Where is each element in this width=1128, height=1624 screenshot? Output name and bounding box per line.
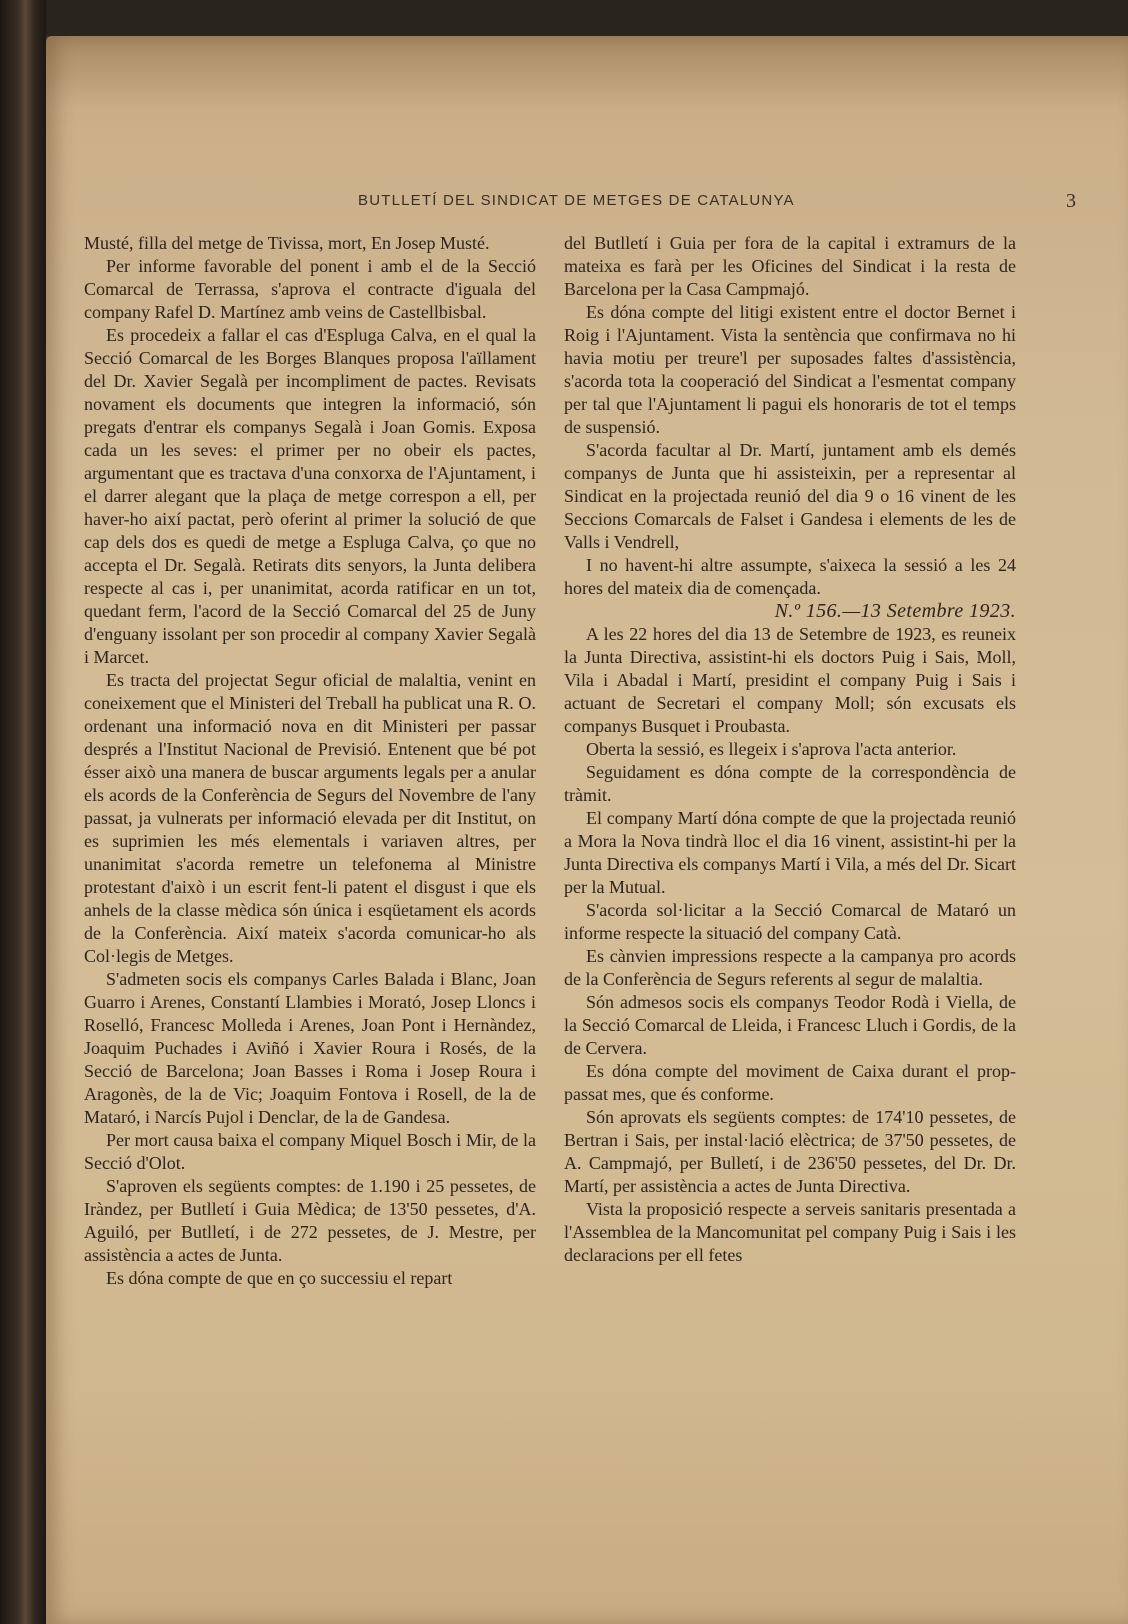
paragraph: Per informe favorable del ponent i amb el de la Secció Comarcal de Terrassa, s'aprova el contracte d'iguala del company Rafel D. Martínez amb veins de Castellbisbal. bbox=[84, 256, 536, 322]
header-title: BUTLLETÍ DEL SINDICAT DE METGES DE CATALUNYA bbox=[358, 192, 795, 209]
paragraph: Són admesos socis els companys Teodor Rodà i Viella, de la Secció Comarcal de Lleida, i Francesc Lluch i Gordis, de la de Cervera. bbox=[564, 992, 1016, 1058]
document-page bbox=[46, 36, 1128, 1624]
paragraph: Són aprovats els següents comptes: de 174'10 pessetes, de Bertran i Sais, per instal·lació elèctrica; de 37'50 pessetes, de A. Campmajó, per Bulletí, i de 236'50 pessetes, del Dr. Dr. Martí, per assistència a actes de Junta Directiva. bbox=[564, 1107, 1016, 1196]
paragraph: S'admeten socis els companys Carles Balada i Blanc, Joan Guarro i Arenes, Constantí Llambies i Morató, Josep Lloncs i Roselló, Francesc Molleda i Arenes, Joan Pont i Hernàndez, Joaquim Puchades i Aviñó i Xavier Roura i Rosés, de la Secció de Barcelona; Joan Basses i Roma i Josep Roura i Aragonès, de la de Vic; Joaquim Fontova i Rosell, de la de Mataró, i Narcís Pujol i Denclar, de la de Gandesa. bbox=[84, 969, 536, 1127]
page-number: 3 bbox=[1066, 190, 1076, 212]
paragraph: Seguidament es dóna compte de la correspondència de tràmit. bbox=[564, 762, 1016, 805]
paragraph: S'aproven els següents comptes: de 1.190 i 25 pessetes, de Iràndez, per Butlletí i Guia Mèdica; de 13'50 pessetes, d'A. Aguiló, per Butlletí, i de 272 pessetes, de J. Mestre, per assistència a actes de Junta. bbox=[84, 1176, 536, 1265]
paragraph: S'acorda sol·licitar a la Secció Comarcal de Mataró un informe respecte la situació del company Catà. bbox=[564, 900, 1016, 943]
paragraph: Es dóna compte de que en ço successiu el repart bbox=[106, 1268, 453, 1288]
paragraph: del Butlletí i Guia per fora de la capital i extramurs de la mateixa es farà per les Oficines del Sindicat i la resta de Barcelona per la Casa Campmajó. bbox=[564, 233, 1016, 299]
running-header bbox=[146, 186, 1106, 214]
paragraph: Es tracta del projectat Segur oficial de malaltia, venint en coneixement que el Ministeri del Treball ha publicat una R. O. ordenant una informació nova en dit Ministeri per passar després a l'Institut Nacional de Previsió. Entenent que bé pot ésser això una manera de buscar arguments legals per a anular els acords de la Conferència de Segurs del Novembre de l'any passat, ja vulnerats per informació elevada per dit Institut, on es suprimien les més elementals i variaven altres, per unanimitat s'acorda remetre un telefonema al Ministre protestant d'això i un escrit fent-li patent el disgust i que els anhels de la classe mèdica són única i esqüetament els acords de la Conferència. Així mateix s'acorda comunicar-ho als Col·legis de Metges. bbox=[84, 670, 536, 966]
paragraph: Vista la proposició respecte a serveis sanitaris presentada a l'Assemblea de la Mancomunitat pel company Puig i Sais i les declaracions per ell fetes bbox=[564, 1199, 1016, 1265]
section-heading: N.º 156.—13 Setembre 1923. bbox=[774, 600, 1016, 622]
paragraph: Per mort causa baixa el company Miquel Bosch i Mir, de la Secció d'Olot. bbox=[84, 1130, 536, 1173]
paragraph: A les 22 hores del dia 13 de Setembre de 1923, es reuneix la Junta Directiva, assistint-hi els doctors Puig i Sais, Moll, Vila i Abadal i Martí, presidint el company Puig i Sais i actuant de Secretari el company Moll; són excusats els companys Busquet i Proubasta. bbox=[564, 624, 1016, 736]
paragraph: Es cànvien impressions respecte a la campanya pro acords de la Conferència de Segurs referents al segur de malaltia. bbox=[564, 946, 1016, 989]
paragraph: Es dóna compte del moviment de Caixa durant el prop-passat mes, que és conforme. bbox=[564, 1061, 1016, 1104]
paragraph: Es procedeix a fallar el cas d'Espluga Calva, en el qual la Secció Comarcal de les Borges Blanques proposa l'aïllament del Dr. Xavier Segalà per incompliment de pactes. Revisats novament els documents que integren la informació, són pregats d'entrar els companys Segalà i Joan Gomis. Exposa cada un les seves: el primer per no obeir els pactes, argumentant que es tractava d'una conxorxa de l'Ajuntament, i el darrer alegant que la plaça de metge correspon a ell, per haver-ho així pactat, però oferint al primer la solució de que cap dels dos es quedi de metge a Espluga Calva, ço que no accepta el Dr. Segalà. Retirats dits senyors, la Junta delibera respecte al cas i, per unanimitat, acorda ratificar en un tot, quedant ferm, l'acord de la Secció Comarcal del 25 de Juny d'enguany issolant per son procedir al company Xavier Segalà i Marcet. bbox=[84, 325, 536, 667]
book-spine bbox=[0, 0, 46, 1624]
paragraph: Oberta la sessió, es llegeix i s'aprova l'acta anterior. bbox=[586, 739, 957, 759]
left-column bbox=[84, 232, 536, 1290]
paragraph: Es dóna compte del litigi existent entre el doctor Bernet i Roig i l'Ajuntament. Vista la sentència que confirmava no hi havia motiu per treure'l per suposades faltes d'assistència, s'acorda tota la cooperació del Sindicat a l'esmentat company per tal que l'Ajuntament li pagui els honoraris de tot el temps de suspensió. bbox=[564, 302, 1016, 437]
paragraph: Musté, filla del metge de Tivissa, mort, En Josep Musté. bbox=[84, 233, 490, 253]
right-column bbox=[564, 232, 1016, 1267]
paragraph: El company Martí dóna compte de que la projectada reunió a Mora la Nova tindrà lloc el dia 16 vinent, assistint-hi per la Junta Directiva els companys Martí i Vila, a més del Dr. Sicart per la Mutual. bbox=[564, 808, 1016, 897]
paragraph: S'acorda facultar al Dr. Martí, juntament amb els demés companys de Junta que hi assisteixin, per a representar al Sindicat en la projectada reunió del dia 9 o 16 vinent de les Seccions Comarcals de Falset i Gandesa i elements de les de Valls i Vendrell, bbox=[564, 440, 1016, 552]
paragraph: I no havent-hi altre assumpte, s'aixeca la sessió a les 24 hores del mateix dia de començada. bbox=[564, 555, 1016, 598]
